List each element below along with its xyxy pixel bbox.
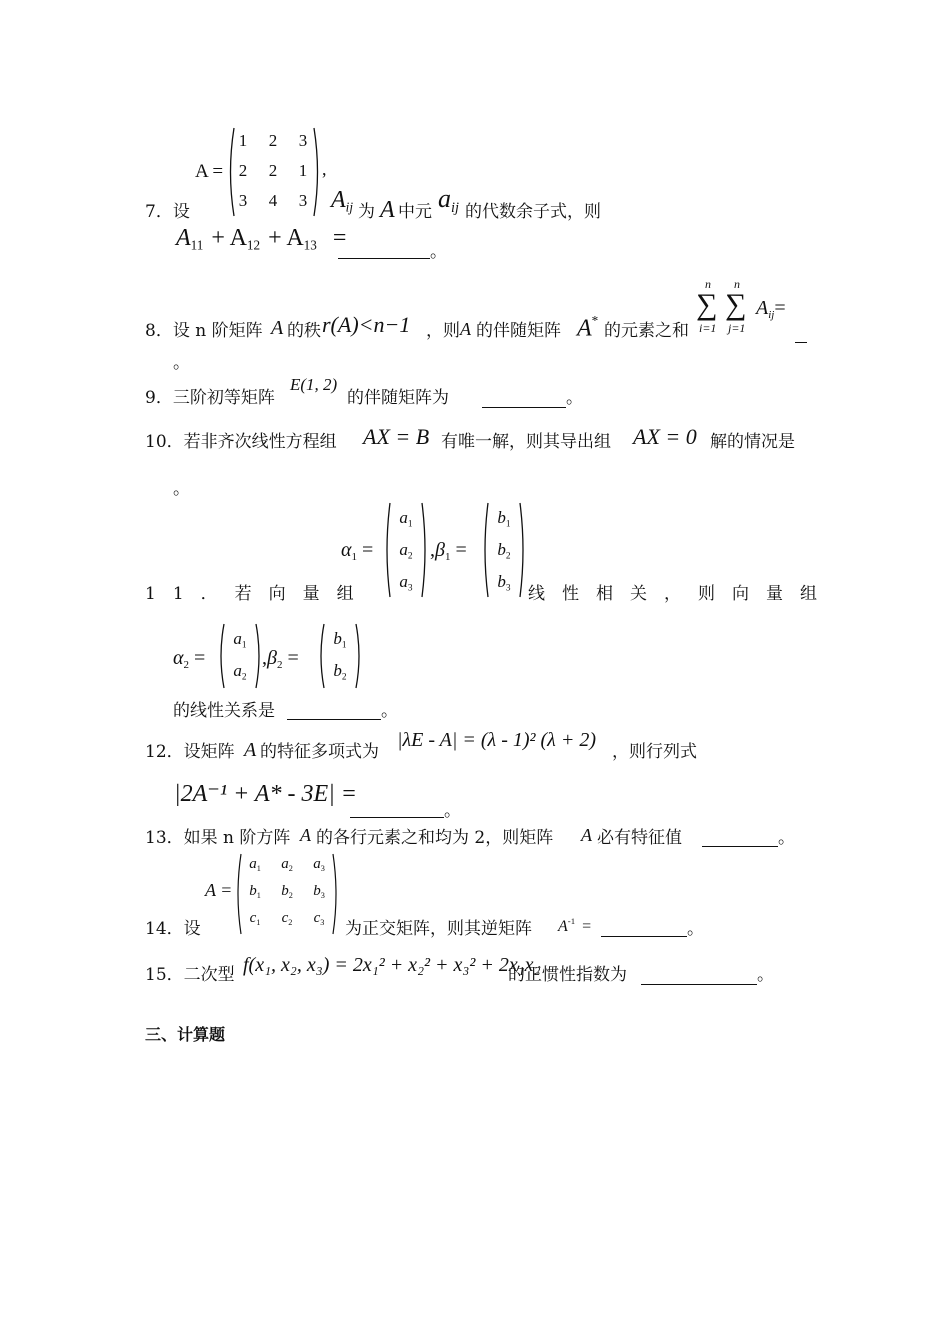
q7-element: aij [438, 184, 459, 216]
q7-matrix-cell: 1 [298, 161, 308, 180]
q11-vector-a2-cell: $a_2$ [233, 661, 247, 683]
q7-matrix-cell: 3 [298, 131, 308, 150]
q14-matrix-lhs: A = [205, 880, 233, 900]
q7-matrix-cell: 3 [298, 191, 308, 210]
q11-answer-blank[interactable] [287, 718, 381, 720]
q11-vector-b2 [318, 622, 362, 690]
q9-text1: 9．三阶初等矩阵 [145, 388, 275, 408]
q12-text2: 的特征多项式为 [260, 742, 379, 762]
q9-e-expr: E(1, 2) [290, 375, 338, 394]
q8-astar: A* [577, 313, 599, 342]
q12-poly: |λE - A| = (λ - 1)² (λ + 2) [397, 729, 597, 751]
q8-sigma-1-lower: i=1 [699, 321, 717, 335]
q14-number: 14．设 [145, 919, 201, 939]
q8-text5: 的元素之和 [604, 321, 689, 341]
q8-sigma-1-upper: n [705, 277, 711, 291]
q14-matrix-cell: $b_2$ [281, 883, 293, 900]
q9-end: 。 [566, 388, 583, 408]
q12-answer-blank[interactable] [350, 816, 444, 818]
q7-matrix-cell: 3 [238, 191, 248, 210]
q11-beta2: $,\beta_2$ = [262, 647, 299, 671]
q8-sigma-2: ∑ [725, 288, 747, 321]
q14-answer-blank[interactable] [601, 935, 687, 937]
q10-eq1: AX = B [363, 424, 430, 449]
q8-term: Aij= [756, 297, 786, 321]
q9-answer-blank[interactable] [482, 406, 566, 408]
q14-matrix-cell: $a_3$ [313, 856, 325, 873]
q7-text-wei: 为 [358, 202, 375, 222]
q13-A: A [300, 825, 311, 845]
q7-matrix-cell: 2 [268, 161, 278, 180]
q13-A2: A [581, 825, 592, 845]
q7-matrix-cell: 4 [268, 191, 278, 210]
q11-text-related: 线性相关，则向量组 [528, 584, 834, 604]
q7-matrix-cell: 2 [268, 131, 278, 150]
q11-vector-b-cell: $b_2$ [497, 540, 511, 562]
q15-end: 。 [757, 965, 774, 985]
q8-end: 。 [173, 353, 190, 373]
q7-end: 。 [430, 242, 447, 262]
q13-text3: 必有特征值 [597, 828, 682, 848]
q7-sum-expression: $A_{11} + A_{12} + A_{13}$ = [176, 225, 347, 253]
q14-matrix-cell: $a_2$ [281, 856, 293, 873]
q11-vector-a [384, 501, 428, 599]
q11-vector-a2-cell: $a_1$ [233, 629, 247, 651]
q12-det-expr: |2A⁻¹ + A* - 3E| = [174, 781, 357, 807]
q14-matrix-cell: $b_3$ [313, 883, 325, 900]
q15-quadratic-form: f(x₁, x₂, x₃) = 2x₁² + x₂² + x₃² + 2x₁x₂ [243, 954, 541, 976]
q7-matrix [226, 126, 322, 218]
q15-answer-blank[interactable] [641, 983, 757, 985]
q11-vector-b-cell: $b_3$ [497, 572, 511, 594]
q9-text2: 的伴随矩阵为 [347, 388, 449, 408]
q10-text3: 解的情况是 [710, 432, 795, 452]
q14-matrix-cell: $a_1$ [249, 856, 261, 873]
q7-matrix-lhs: A = [195, 161, 224, 182]
q11-text-relation: 的线性关系是 [173, 701, 275, 721]
q14-inverse: $A^{-1}$ = [558, 916, 592, 936]
q11-vector-a2 [218, 622, 262, 690]
q14-matrix-cell: $c_3$ [313, 910, 325, 927]
q14-matrix [234, 852, 340, 936]
q13-text2: 的各行元素之和均为 2，则矩阵 [316, 828, 554, 848]
q7-aij: Aij [331, 187, 353, 215]
q7-text-rest: 的代数余子式，则 [465, 202, 601, 222]
q7-a-symbol: A [380, 197, 395, 223]
q11-end: 。 [381, 701, 398, 721]
q11-alpha1: $\alpha_1$ = [341, 539, 374, 563]
q11-vector-a-cell: $a_1$ [399, 508, 413, 530]
q13-answer-blank[interactable] [702, 845, 778, 847]
q14-matrix-cell: $b_1$ [249, 883, 261, 900]
q8-sigma-2-lower: j=1 [728, 321, 746, 335]
q12-text3: ，则行列式 [612, 742, 697, 762]
q15-text1: 15．二次型 [145, 965, 235, 985]
q10-text1: 10．若非齐次线性方程组 [145, 432, 337, 452]
q12-end: 。 [444, 801, 461, 821]
q14-end: 。 [687, 919, 704, 939]
q8-answer-blank[interactable] [795, 341, 807, 343]
q7-text-zhongyuan: 中元 [398, 202, 432, 222]
q8-sigma-2-upper: n [734, 277, 740, 291]
q7-matrix-cell: 2 [238, 161, 248, 180]
q14-matrix-cell: $c_1$ [249, 910, 261, 927]
q15-text2: 的正惯性指数为 [508, 965, 627, 985]
q11-vector-a-cell: $a_2$ [399, 540, 413, 562]
q7-number: 7．设 [145, 202, 190, 222]
q8-text3: ，则 [426, 321, 460, 341]
q11-vector-b2-cell: $b_1$ [333, 629, 347, 651]
q8-text2: 的秩 [287, 321, 321, 341]
q7-comma: , [322, 159, 327, 179]
q11-vector-a-cell: $a_3$ [399, 572, 413, 594]
q7-matrix-cell: 1 [238, 131, 248, 150]
q14-matrix-cell: $c_2$ [281, 910, 293, 927]
q8-A: A [271, 317, 284, 339]
q8-A2: A [460, 319, 471, 339]
q12-text1: 12．设矩阵 [145, 742, 235, 762]
q7-answer-blank[interactable] [338, 257, 430, 259]
q12-A: A [244, 739, 257, 761]
q8-text4: 的伴随矩阵 [476, 321, 561, 341]
section-3-title: 三、计算题 [145, 1025, 226, 1044]
q14-text1: 为正交矩阵，则其逆矩阵 [345, 919, 532, 939]
q8-rank-expr: r(A)<n−1 [322, 312, 411, 337]
q13-text1: 13．如果 n 阶方阵 [145, 828, 291, 848]
q11-beta1: $,\beta_1$ = [430, 539, 467, 563]
q8-sigma-1: ∑ [696, 288, 718, 321]
q10-end: 。 [173, 479, 190, 499]
q10-text2: 有唯一解，则其导出组 [441, 432, 611, 452]
q13-end: 。 [778, 828, 795, 848]
q11-number: 11．若向量组 [145, 584, 371, 604]
q11-vector-b-cell: $b_1$ [497, 508, 511, 530]
q10-eq2: AX = 0 [633, 424, 697, 449]
q8-text1: 8．设 n 阶矩阵 [145, 321, 263, 341]
q11-vector-b [482, 501, 526, 599]
q11-alpha2: $\alpha_2$ = [173, 647, 206, 671]
q11-vector-b2-cell: $b_2$ [333, 661, 347, 683]
